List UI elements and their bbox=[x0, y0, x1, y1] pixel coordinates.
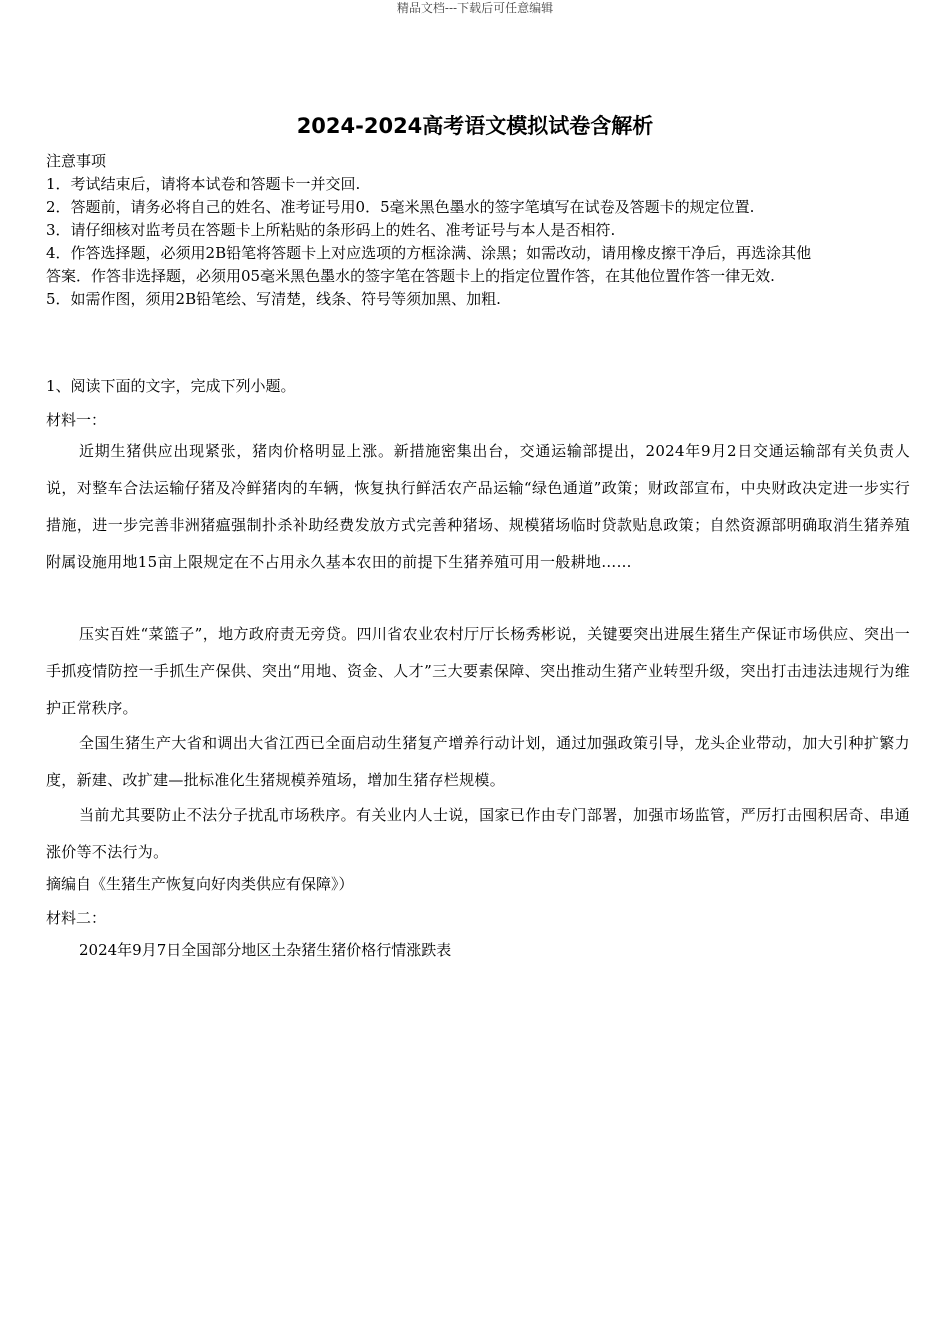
page-title: 2024-2024高考语文模拟试卷含解析 bbox=[296, 114, 654, 138]
page-header-note: 精品文档---下载后可任意编辑 bbox=[396, 1, 554, 15]
notice-item: 2．答题前，请务必将自己的姓名、准考证号用0．5毫米黑色墨水的签字笔填写在试卷及答题卡的规定位置. bbox=[46, 198, 755, 216]
table-title: 2024年9月7日全国部分地区土杂猪生猪价格行情涨跌表 bbox=[79, 941, 452, 959]
material-paragraph: 近期生猪供应出现紧张，猪肉价格明显上涨。新措施密集出台，交通运输部提出，2024年9月2日交通运输部有关负责人说，对整车合法运输仔猪及冷鲜猪肉的车辆，恢复执行鲜活农产品运输“绿色通道”政策；财政部宣布，中央财政决定进一步实行措施，进一步完善非洲猪瘟强制扑杀补助经费发放方式完善种猪场、规模猪场临时贷款贴息政策；自然资源部明确取消生猪养殖附属设施用地15亩上限规定在不占用永久基本农田的前提下生猪养殖可用一般耕地…… bbox=[46, 442, 910, 571]
material-paragraph: 压实百姓“菜篮子”，地方政府责无旁贷。四川省农业农村厅厅长杨秀彬说，关键要突出进展生猪生产保证市场供应、突出一手抓疫情防控一手抓生产保供、突出“用地、资金、人才”三大要素保障、突出推动生猪产业转型升级，突出打击违法违规行为维护正常秩序。 bbox=[46, 625, 910, 717]
material-one-label: 材料一： bbox=[46, 411, 107, 429]
material-two-label: 材料二： bbox=[46, 909, 107, 927]
notice-item: 3．请仔细核对监考员在答题卡上所粘贴的条形码上的姓名、准考证号与本人是否相符. bbox=[46, 221, 616, 239]
material-paragraph: 当前尤其要防止不法分子扰乱市场秩序。有关业内人士说，国家已作由专门部署，加强市场监管，严厉打击囤积居奇、串通涨价等不法行为。 bbox=[46, 806, 910, 861]
notice-item: 答案．作答非选择题，必须用05毫米黑色墨水的签字笔在答题卡上的指定位置作答，在其他位置作答一律无效. bbox=[46, 267, 775, 285]
notice-section bbox=[46, 150, 906, 311]
notice-item: 1．考试结束后，请将本试卷和答题卡一并交回. bbox=[46, 175, 361, 193]
question-prompt: 1、阅读下面的文字，完成下列小题。 bbox=[46, 377, 296, 395]
material-paragraph: 全国生猪生产大省和调出大省江西已全面启动生猪复产增养行动计划，通过加强政策引导，龙头企业带动，加大引种扩繁力度，新建、改扩建—批标准化生猪规模养殖场，增加生猪存栏规模。 bbox=[46, 734, 910, 789]
notice-heading: 注意事项 bbox=[46, 152, 107, 170]
notice-item: 5．如需作图，须用2B铅笔绘、写清楚，线条、符号等须加黑、加粗. bbox=[46, 290, 501, 308]
notice-item: 4．作答选择题，必须用2B铅笔将答题卡上对应选项的方框涂满、涂黑；如需改动，请用橡皮擦干净后，再选涂其他 bbox=[46, 244, 812, 262]
source-citation: 摘编自《生猪生产恢复向好肉类供应有保障》） bbox=[46, 875, 354, 893]
